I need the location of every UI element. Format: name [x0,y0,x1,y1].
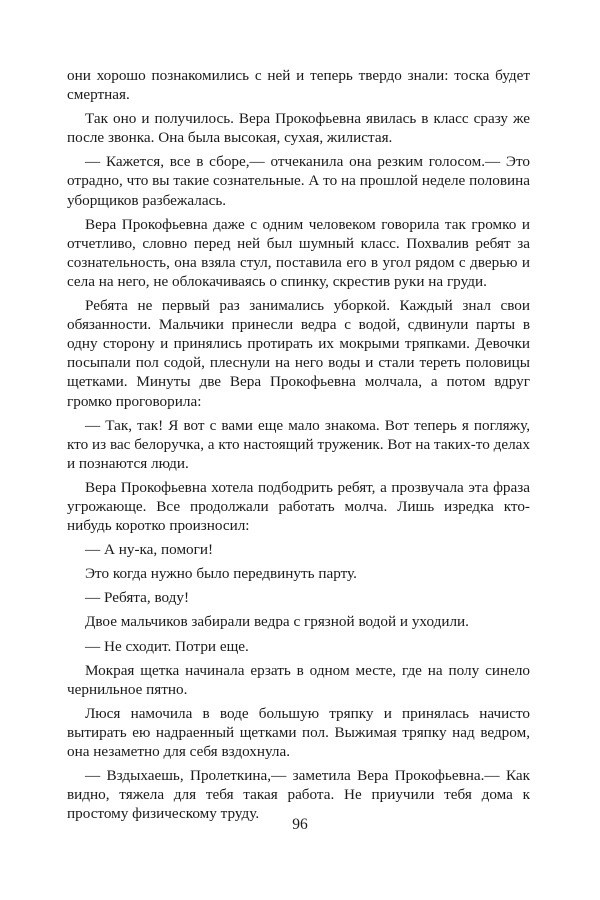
paragraph-10: — Ребята, воду! [85,589,190,607]
paragraph-1: они хорошо познакомились с ней и теперь твердо знали: тоска будет смертная. [67,67,530,104]
paragraph-9: Это когда нужно было передвинуть парту. [85,565,357,583]
paragraph-6: — Так, так! Я вот с вами еще мало знакома. Вот теперь я погляжу, кто из вас белоручка, а кто настоящий труженик. Вот на таких-то делах и познаются люди. [67,416,530,472]
paragraph-8: — А ну-ка, помоги! [85,541,214,559]
paragraph-12: — Не сходит. Потри еще. [85,637,249,655]
paragraph-7: Вера Прокофьевна хотела подбодрить ребят, а прозвучала эта фраза угрожающе. Все продолжали работать молча. Лишь изредка кто-нибудь коротко произносил: [67,478,530,535]
paragraph-3: — Кажется, все в сборе,— отчеканила она резким голосом.— Это отрадно, что вы такие сознательные. А то на прошлой неделе половина уборщиков разбежалась. [67,153,530,209]
paragraph-15: — Вздыхаешь, Пролеткина,— заметила Вера Прокофьевна.— Как видно, тяжела для тебя такая работа. Не приучили тебя дома к простому физическому труду. [67,767,530,823]
paragraph-11: Двое мальчиков забирали ведра с грязной водой и уходили. [85,613,469,631]
paragraph-2: Так оно и получилось. Вера Прокофьевна явилась в класс сразу же после звонка. Она была высокая, сухая, жилистая. [67,110,530,147]
paragraph-5: Ребята не первый раз занимались уборкой. Каждый знал свои обязанности. Мальчики принесли ведра с водой, сдвинули парты в одну сторону и принялись протирать их мокрыми тряпками. Девочки посыпали пол содой, плеснули на него воды и стали тереть половицы щетками. Минуты две Вера Прокофьевна молчала, а потом вдруг громко проговорила: [67,297,530,410]
paragraph-4: Вера Прокофьевна даже с одним человеком говорила так громко и отчетливо, словно перед ней был шумный класс. Похвалив ребят за сознательность, она взяла стул, поставила его в угол рядом с дверью и села на него, не облокачиваясь о спинку, скрестив руки на груди. [67,215,530,290]
body-text [67,66,530,828]
paragraph-14: Люся намочила в воде большую тряпку и принялась начисто вытирать ею надраенный щетками пол. Выжимая тряпку над ведром, она незаметно для себя вздохнула. [67,704,530,760]
page-number: 96 [292,816,308,833]
paragraph-13: Мокрая щетка начинала ерзать в одном месте, где на полу синело чернильное пятно. [67,661,530,698]
